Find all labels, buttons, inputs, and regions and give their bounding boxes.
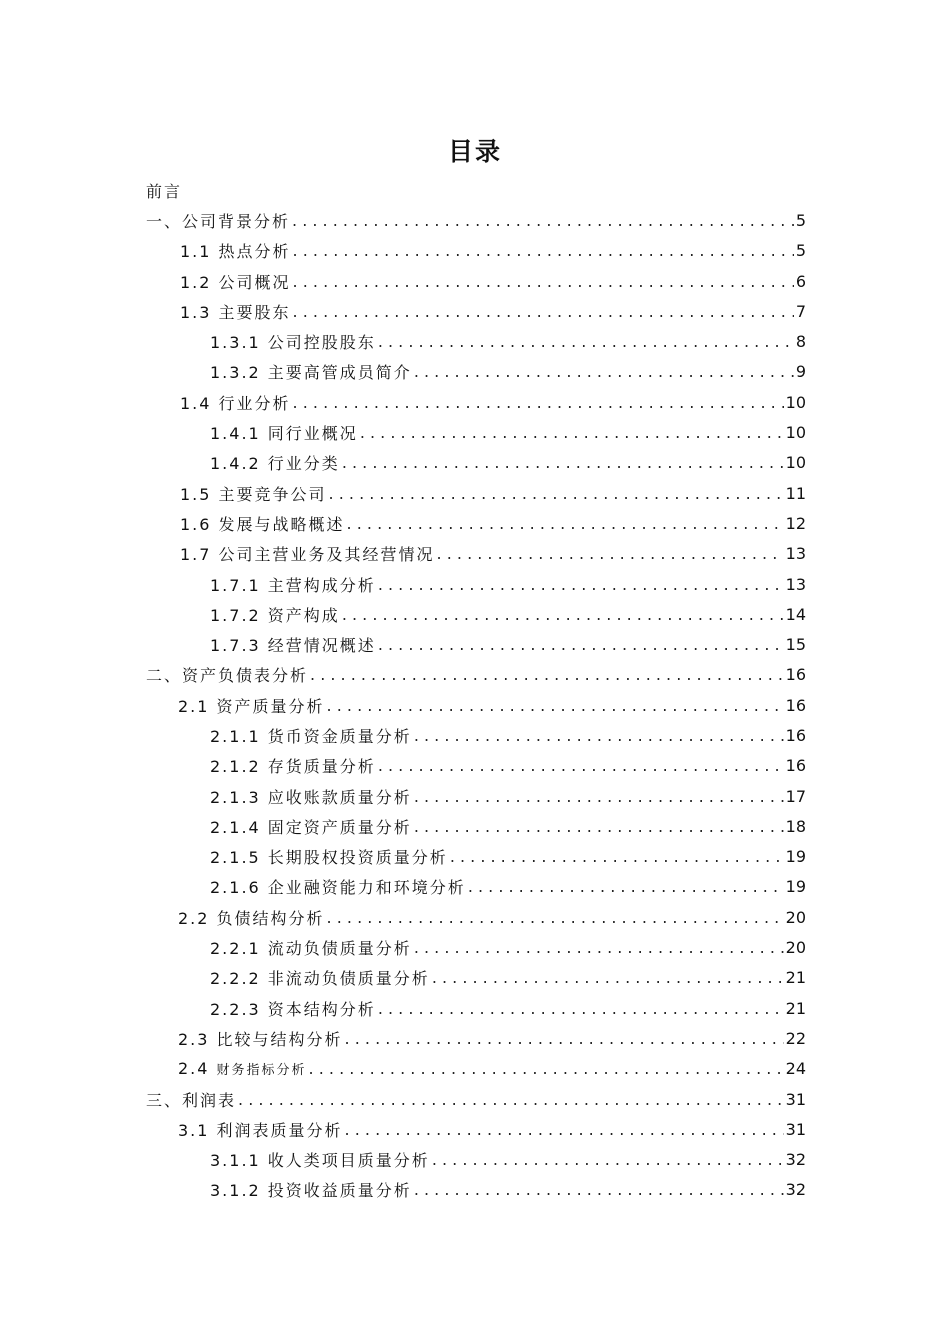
dot-leader <box>378 635 784 654</box>
dot-leader <box>293 241 794 260</box>
toc-entry-label: 1.7 公司主营业务及其经营情况 <box>180 545 435 565</box>
toc-page-number: 21 <box>785 968 806 988</box>
toc-entry[interactable] <box>146 781 806 811</box>
toc-entry[interactable] <box>146 1145 806 1175</box>
toc-entry-label: 1.6 发展与战略概述 <box>180 514 345 534</box>
toc-page-number: 20 <box>785 907 806 927</box>
toc-entry[interactable] <box>146 599 806 629</box>
toc-page-number: 6 <box>795 271 806 291</box>
toc-page-number: 7 <box>795 301 806 321</box>
toc-entry[interactable] <box>146 357 806 387</box>
toc-entry-label: 2.1.5 长期股权投资质量分析 <box>210 848 448 868</box>
toc-preface[interactable] <box>146 175 806 205</box>
toc-entry-label: 1.2 公司概况 <box>180 272 291 292</box>
toc-entry[interactable] <box>146 1175 806 1205</box>
toc-page-number: 19 <box>785 847 806 867</box>
toc-entry-label-small: 财务指标分析 <box>216 1063 307 1079</box>
toc-entry[interactable] <box>146 932 806 962</box>
toc-entry-label: 2.2.3 资本结构分析 <box>210 999 376 1019</box>
toc-entry-label: 3.1.2 投资收益质量分析 <box>210 1181 412 1201</box>
toc-entry[interactable] <box>146 296 806 326</box>
dot-leader <box>310 665 784 684</box>
toc-entry[interactable] <box>146 387 806 417</box>
dot-leader <box>378 756 784 775</box>
toc-entry-label: 2.2.1 流动负债质量分析 <box>210 939 412 959</box>
toc-entry-label: 1.1 热点分析 <box>180 242 291 262</box>
dot-leader <box>432 968 784 987</box>
toc-entry-label: 2.3 比较与结构分析 <box>178 1029 343 1049</box>
toc-entry[interactable] <box>146 751 806 781</box>
toc-entry[interactable] <box>146 993 806 1023</box>
toc-page-number: 18 <box>785 816 806 836</box>
toc-entry-label: 1.3.2 主要高管成员简介 <box>210 363 412 383</box>
toc-entry-label: 前言 <box>146 181 183 201</box>
dot-leader <box>345 1120 784 1139</box>
dot-leader <box>414 938 784 957</box>
dot-leader <box>292 211 794 230</box>
dot-leader <box>309 1059 784 1078</box>
toc-page-number: 8 <box>795 332 806 352</box>
toc-page-number: 5 <box>795 210 806 230</box>
toc-page-number: 19 <box>785 877 806 897</box>
toc-entry[interactable] <box>146 690 806 720</box>
dot-leader <box>468 877 784 896</box>
toc-entry[interactable] <box>146 539 806 569</box>
toc-page-number: 5 <box>795 241 806 261</box>
toc-entry-label: 1.4.2 行业分类 <box>210 454 340 474</box>
toc-entry-label: 1.3 主要股东 <box>180 302 291 322</box>
toc-page-number: 13 <box>785 574 806 594</box>
toc-entry[interactable] <box>146 478 806 508</box>
toc-page-number: 17 <box>785 786 806 806</box>
dot-leader <box>293 393 784 412</box>
toc-page-number: 21 <box>785 998 806 1018</box>
toc-entry-label: 3.1 利润表质量分析 <box>178 1120 343 1140</box>
dot-leader <box>327 908 784 927</box>
toc-entry-label: 2.1.1 货币资金质量分析 <box>210 726 412 746</box>
toc-entry-label: 1.3.1 公司控股股东 <box>210 333 376 353</box>
dot-leader <box>293 302 794 321</box>
toc-page-number: 32 <box>785 1150 806 1170</box>
dot-leader <box>342 453 784 472</box>
dot-leader <box>414 362 794 381</box>
toc-entry[interactable] <box>146 629 806 659</box>
toc-page-number: 10 <box>785 453 806 473</box>
toc-page-number: 14 <box>785 604 806 624</box>
toc-page-number: 10 <box>785 423 806 443</box>
dot-leader <box>293 272 794 291</box>
toc-page-number: 9 <box>795 362 806 382</box>
toc-page-number: 24 <box>785 1059 806 1079</box>
toc-entry-label: 2.1.2 存货质量分析 <box>210 757 376 777</box>
table-of-contents <box>146 175 806 1205</box>
toc-entry-label: 1.4.1 同行业概况 <box>210 424 358 444</box>
toc-page-number: 31 <box>785 1119 806 1139</box>
dot-leader <box>238 1090 784 1109</box>
toc-entry-label <box>178 1059 307 1078</box>
toc-entry[interactable] <box>146 326 806 356</box>
document-title: 目录 <box>447 137 502 166</box>
toc-page-number: 10 <box>785 392 806 412</box>
toc-page-number: 16 <box>785 695 806 715</box>
toc-entry[interactable] <box>146 508 806 538</box>
toc-entry[interactable] <box>146 1054 806 1084</box>
toc-entry[interactable] <box>146 660 806 690</box>
toc-page-number: 20 <box>785 938 806 958</box>
dot-leader <box>327 696 784 715</box>
dot-leader <box>345 1029 784 1048</box>
dot-leader <box>437 544 784 563</box>
toc-entry[interactable] <box>146 811 806 841</box>
dot-leader <box>414 817 784 836</box>
toc-page-number: 15 <box>785 635 806 655</box>
toc-page-number: 16 <box>785 665 806 685</box>
toc-entry[interactable] <box>146 963 806 993</box>
toc-entry-label: 三、利润表 <box>146 1090 237 1110</box>
dot-leader <box>378 999 784 1018</box>
toc-entry[interactable] <box>146 417 806 447</box>
toc-entry[interactable] <box>146 902 806 932</box>
toc-entry[interactable] <box>146 720 806 750</box>
toc-entry-label: 3.1.1 收人类项目质量分析 <box>210 1151 430 1171</box>
toc-entry-label: 2.1.3 应收账款质量分析 <box>210 787 412 807</box>
dot-leader <box>347 514 784 533</box>
toc-entry-label: 1.7.3 经营情况概述 <box>210 636 376 656</box>
dot-leader <box>414 726 784 745</box>
dot-leader <box>378 332 794 351</box>
toc-entry[interactable] <box>146 448 806 478</box>
toc-entry-label: 1.7.1 主营构成分析 <box>210 575 376 595</box>
toc-entry[interactable] <box>146 236 806 266</box>
toc-page-number: 31 <box>785 1089 806 1109</box>
toc-page-number: 13 <box>785 544 806 564</box>
toc-entry[interactable] <box>146 1114 806 1144</box>
toc-entry-number: 2.4 <box>178 1059 217 1079</box>
dot-leader <box>360 423 784 442</box>
toc-entry-label: 1.7.2 资产构成 <box>210 605 340 625</box>
toc-entry-label: 2.1.4 固定资产质量分析 <box>210 817 412 837</box>
toc-entry-label: 2.2.2 非流动负债质量分析 <box>210 969 430 989</box>
toc-page-number: 12 <box>785 513 806 533</box>
toc-entry-label: 二、资产负债表分析 <box>146 666 309 686</box>
toc-entry-label: 2.2 负债结构分析 <box>178 908 325 928</box>
toc-page-number: 11 <box>785 483 806 503</box>
toc-page-number: 32 <box>785 1180 806 1200</box>
dot-leader <box>450 847 784 866</box>
toc-entry-label: 2.1.6 企业融资能力和环境分析 <box>210 878 466 898</box>
dot-leader <box>414 787 784 806</box>
toc-entry[interactable] <box>146 1084 806 1114</box>
toc-entry[interactable] <box>146 569 806 599</box>
dot-leader <box>342 605 784 624</box>
toc-entry[interactable] <box>146 872 806 902</box>
toc-page-number: 16 <box>785 725 806 745</box>
toc-entry-label: 一、公司背景分析 <box>146 211 291 231</box>
toc-entry[interactable] <box>146 1023 806 1053</box>
toc-page-number: 22 <box>785 1028 806 1048</box>
dot-leader <box>414 1180 784 1199</box>
toc-entry[interactable] <box>146 842 806 872</box>
dot-leader <box>432 1150 784 1169</box>
toc-page-number: 16 <box>785 756 806 776</box>
dot-leader <box>329 484 784 503</box>
toc-entry-label: 1.5 主要竞争公司 <box>180 484 327 504</box>
dot-leader <box>378 575 784 594</box>
toc-entry-label: 2.1 资产质量分析 <box>178 696 325 716</box>
toc-entry[interactable] <box>146 205 806 235</box>
toc-entry[interactable] <box>146 266 806 296</box>
toc-entry-label: 1.4 行业分析 <box>180 393 291 413</box>
